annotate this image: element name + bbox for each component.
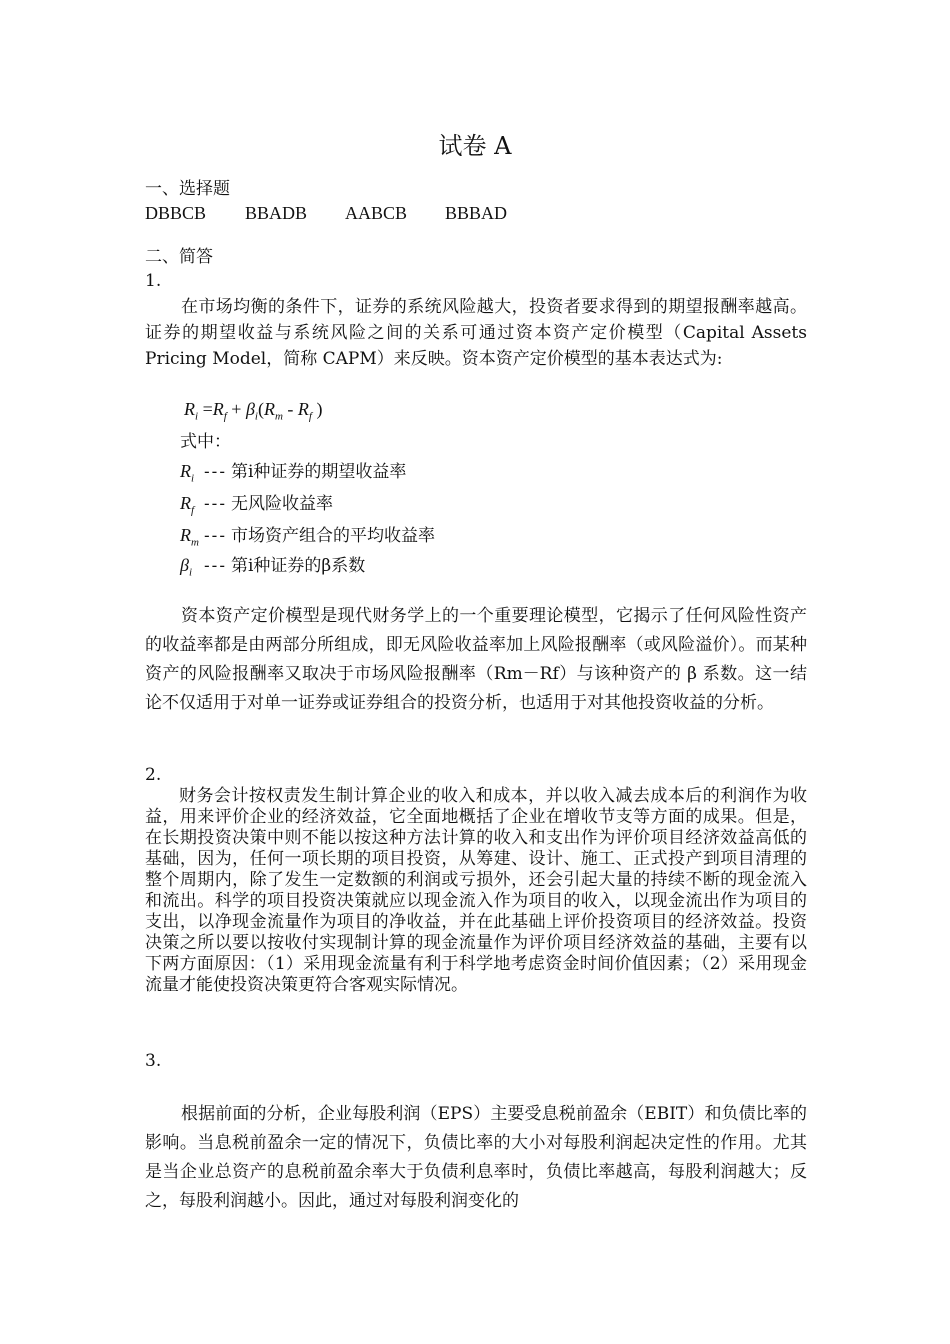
answer-group-1: DBBCB [145, 203, 207, 223]
definition-rf: $R_f$ --- 无风险收益率 [180, 493, 333, 517]
definition-ri: $R_i$ --- 第i种证券的期望收益率 [180, 461, 407, 485]
definition-rm: $R_m$ --- 市场资产组合的平均收益率 [180, 525, 435, 549]
q3-paragraph: 根据前面的分析，企业每股利润（EPS）主要受息税前盈余（EBIT）和负债比率的影响。当息税前盈余一定的情况下，负债比率的大小对每股利润起决定性的作用。尤其是当企业总资产的息税前盈余率大于负债利息率时，负债比率越高，每股利润越大；反之，每股利润越小。因此，通过对每股利润变化的 [145, 1104, 807, 1211]
capm-formula: $R_i =R_f + \beta_i(R_m - R_f$ ) [184, 399, 323, 423]
definition-ri-text: 第i种证券的期望收益率 [230, 462, 407, 482]
section1-heading: 一、选择题 [145, 179, 230, 199]
q1-explanation-paragraph: 资本资产定价模型是现代财务学上的一个重要理论模型，它揭示了任何风险性资产的收益率都是由两部分所组成，即无风险收益率加上风险报酬率（或风险溢价）。而某种资产的风险报酬率又取决于市场风险报酬率（Rm－Rf）与该种资产的 β 系数。这一结论不仅适用于对单一证券或证券组合的投资分析，也适用于对其他投资收益的分析。 [145, 606, 807, 713]
q1-number: 1. [145, 271, 162, 291]
answer-row [145, 200, 507, 226]
symbol-ri: $R_i$ [180, 461, 195, 485]
q2-number: 2. [145, 765, 162, 785]
definition-beta: $\beta_i$ --- 第i种证券的β系数 [180, 555, 366, 579]
definition-rf-text: 无风险收益率 [230, 494, 333, 514]
definition-beta-text: 第i种证券的β系数 [230, 556, 366, 576]
q1-intro-paragraph: 在市场均衡的条件下，证券的系统风险越大，投资者要求得到的期望报酬率越高。证券的期望收益与系统风险之间的关系可通过资本资产定价模型（Capital Assets Pricing Model，简称 CAPM）来反映。资本资产定价模型的基本表达式为: [145, 297, 807, 369]
symbol-rf: $R_f$ [180, 493, 195, 517]
where-label: 式中： [180, 432, 231, 452]
answer-group-4: BBBAD [445, 203, 508, 223]
q3-number: 3. [145, 1051, 162, 1071]
section2-heading: 二、简答 [145, 247, 213, 267]
answer-group-3: AABCB [345, 203, 408, 223]
document-title: 试卷 A [438, 132, 512, 160]
symbol-beta: $\beta_i$ [180, 555, 193, 579]
definition-rm-text: 市场资产组合的平均收益率 [230, 526, 435, 546]
symbol-rm: $R_m$ [180, 525, 199, 549]
q2-paragraph: 财务会计按权责发生制计算企业的收入和成本，并以收入减去成本后的利润作为收益，用来评价企业的经济效益，它全面地概括了企业在增收节支等方面的成果。但是，在长期投资决策中则不能以按这种方法计算的收入和支出作为评价项目经济效益高低的基础，因为，任何一项长期的项目投资，从筹建、设计、施工、正式投产到项目清理的整个周期内，除了发生一定数额的利润或亏损外，还会引起大量的持续不断的现金流入和流出。科学的项目投资决策就应以现金流入作为项目的收入，以现金流出作为项目的支出，以净现金流量作为项目的净收益，并在此基础上评价投资项目的经济效益。投资决策之所以要以按收付实现制计算的现金流量作为评价项目经济效益的基础，主要有以下两方面原因：（1）采用现金流量有利于科学地考虑资金时间价值因素；（2）采用现金流量才能使投资决策更符合客观实际情况。 [145, 786, 807, 995]
answer-group-2: BBADB [245, 203, 308, 223]
